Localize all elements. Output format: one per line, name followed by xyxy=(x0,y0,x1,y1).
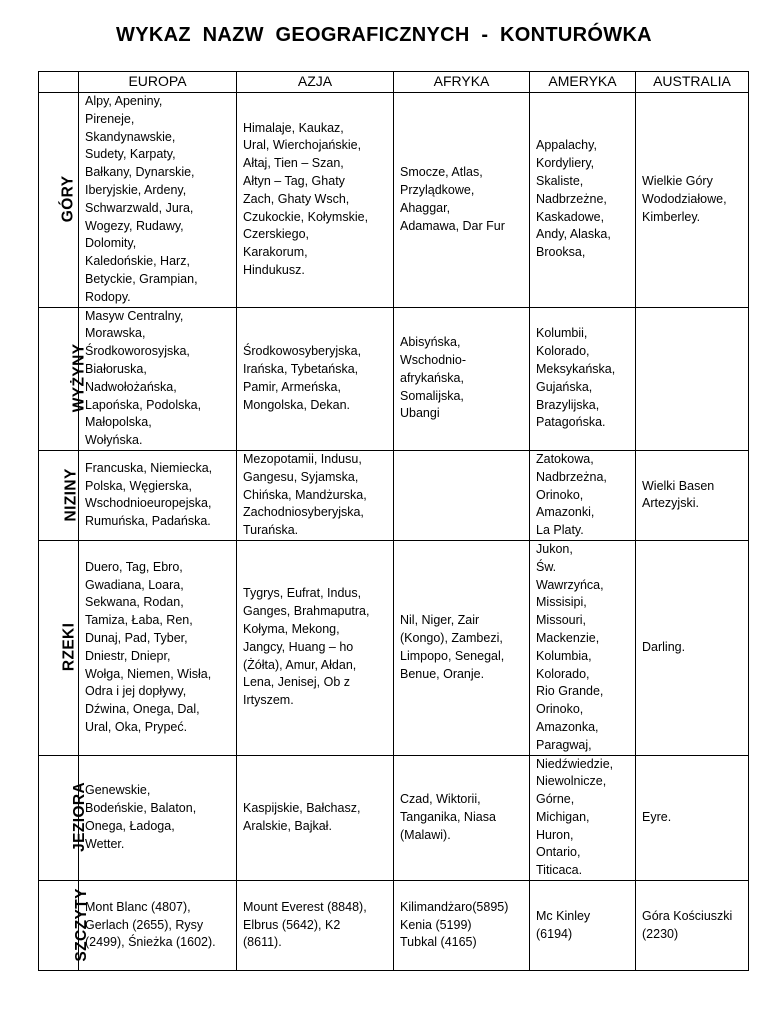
row-label: RZEKI xyxy=(60,622,78,672)
cell-text: Smocze, Atlas, Przylądkowe, Ahaggar, Adamawa, Dar Fur xyxy=(400,165,505,233)
column-header-australia: AUSTRALIA xyxy=(636,72,749,93)
header-row xyxy=(39,72,749,93)
table-row-niziny xyxy=(39,450,749,540)
cell-text: Mc Kinley (6194) xyxy=(536,908,591,941)
cell-text: Genewskie, Bodeńskie, Balaton, Onega, Ładoga, Wetter. xyxy=(85,783,197,851)
table-cell xyxy=(394,755,530,881)
cell-text: Kilimandżaro(5895) Kenia (5199) Tubkal (4165) xyxy=(400,899,509,950)
table-cell xyxy=(530,881,636,971)
row-label: JEZIORA xyxy=(71,782,89,853)
table-cell xyxy=(79,540,237,755)
cell-text: Środkowosyberyjska, Irańska, Tybetańska, Pamir, Armeńska, Mongolska, Dekan. xyxy=(243,344,362,412)
column-header-afryka: AFRYKA xyxy=(394,72,530,93)
table-cell xyxy=(636,755,749,881)
table-row-gory xyxy=(39,93,749,308)
column-header-azja: AZJA xyxy=(237,72,394,93)
table-cell xyxy=(530,93,636,308)
cell-text: Tygrys, Eufrat, Indus, Ganges, Brahmaputra, Kołyma, Mekong, Jangcy, Huang – ho (Żółta), Amur, Ałdan, Lena, Jenisej, Ob z Irtyszem. xyxy=(243,586,370,708)
table-cell xyxy=(636,93,749,308)
row-header-wyzyny xyxy=(39,307,88,450)
cell-text: Duero, Tag, Ebro, Gwadiana, Loara, Sekwana, Rodan, Tamiza, Łaba, Ren, Dunaj, Pad, Tyber, Dniestr, Dniepr, Wołga, Niemen, Wisła, Odra i jej dopływy, Dźwina, Onega, Dal, Ural, Oka, Prypeć. xyxy=(85,559,212,734)
row-header-rzeki xyxy=(39,540,79,755)
table-cell xyxy=(530,307,636,450)
cell-text: Mont Blanc (4807), Gerlach (2655), Rysy (2499), Śnieżka (1602). xyxy=(85,899,216,950)
table-cell xyxy=(79,307,237,450)
table-cell xyxy=(394,93,530,308)
table-row-wyzyny xyxy=(39,307,749,450)
row-header-niziny xyxy=(39,450,79,540)
table-row-jeziora xyxy=(39,755,749,881)
cell-text: Himalaje, Kaukaz, Ural, Wierchojańskie, Ałtaj, Tien – Szan, Ałtyn – Tag, Ghaty Zach, Ghaty Wsch, Czukockie, Kołymskie, Czerskiego, Karakorum, Hindukusz. xyxy=(243,120,369,278)
table-cell xyxy=(79,450,237,540)
column-header-europa: EUROPA xyxy=(79,72,237,93)
table-cell xyxy=(79,93,237,308)
page-title: WYKAZ NAZW GEOGRAFICZNYCH - KONTURÓWKA xyxy=(116,24,652,46)
table-cell xyxy=(237,540,394,755)
table-cell xyxy=(636,881,749,971)
cell-text: Mezopotamii, Indusu, Gangesu, Syjamska, Chińska, Mandżurska, Zachodniosyberyjska, Turańska. xyxy=(243,451,367,538)
table-cell xyxy=(237,755,394,881)
table-row-szczyty xyxy=(39,881,749,971)
table-cell xyxy=(237,450,394,540)
column-header-ameryka: AMERYKA xyxy=(530,72,636,93)
corner-cell xyxy=(39,72,79,93)
cell-text: Kaspijskie, Bałchasz, Aralskie, Bajkał. xyxy=(243,800,361,833)
table-cell xyxy=(636,540,749,755)
row-header-gory xyxy=(39,93,79,308)
cell-text: Nil, Niger, Zair (Kongo), Zambezi, Limpopo, Senegal, Benue, Oranje. xyxy=(400,613,505,681)
cell-text: Góra Kościuszki (2230) xyxy=(642,908,733,941)
table-cell xyxy=(636,307,749,450)
geography-table xyxy=(38,71,749,971)
table-cell xyxy=(530,450,636,540)
cell-text: Wielkie Góry Wododziałowe, Kimberley. xyxy=(642,174,727,224)
table-cell xyxy=(394,450,530,540)
cell-text: Abisyńska, Wschodnio- afrykańska, Somalijska, Ubangi xyxy=(400,335,466,421)
row-label: WYŻYNY xyxy=(70,343,88,413)
cell-text: Alpy, Apeniny, Pireneje, Skandynawskie, Sudety, Karpaty, Bałkany, Dynarskie, Iberyjskie, Ardeny, Schwarzwald, Jura, Wogezy, Rudawy, Dolomity, Kaledońskie, Harz, Betyckie, Grampian, Rodopy. xyxy=(85,94,198,304)
cell-text: Zatokowa, Nadbrzeżna, Orinoko, Amazonki, La Platy. xyxy=(536,451,607,538)
table-cell xyxy=(237,307,394,450)
table-cell xyxy=(79,755,237,881)
cell-text: Mount Everest (8848), Elbrus (5642), K2 (8611). xyxy=(243,899,367,950)
table-cell xyxy=(530,540,636,755)
cell-text: Masyw Centralny, Morawska, Środkoworosyjska, Białoruska, Nadwołożańska, Lapońska, Podolska, Małopolska, Wołyńska. xyxy=(85,308,202,448)
table-row-rzeki xyxy=(39,540,749,755)
row-label: GÓRY xyxy=(59,175,77,223)
table-cell xyxy=(530,755,636,881)
table-cell xyxy=(394,307,530,450)
table-cell xyxy=(636,450,749,540)
cell-text: Wielki Basen Artezyjski. xyxy=(642,478,715,511)
table-cell xyxy=(237,93,394,308)
table-cell xyxy=(79,881,237,971)
cell-text: Appalachy, Kordyliery, Skaliste, Nadbrzeżne, Kaskadowe, Andy, Alaska, Brooksa, xyxy=(536,138,611,260)
table-cell xyxy=(237,881,394,971)
row-label: SZCZYTY xyxy=(72,888,90,962)
cell-text: Francuska, Niemiecka, Polska, Węgierska, Wschodnioeuropejska, Rumuńska, Padańska. xyxy=(85,460,213,529)
cell-text: Niedźwiedzie, Niewolnicze, Górne, Michigan, Huron, Ontario, Titicaca. xyxy=(536,756,614,878)
row-label: NIZINY xyxy=(62,468,80,522)
cell-text: Darling. xyxy=(642,639,686,654)
cell-text: Czad, Wiktorii, Tanganika, Niasa (Malawi). xyxy=(400,792,496,842)
row-header-jeziora xyxy=(39,755,89,881)
row-header-szczyty xyxy=(39,881,90,971)
table-cell xyxy=(394,540,530,755)
table-cell xyxy=(394,881,530,971)
cell-text: Jukon, Św. Wawrzyńca, Missisipi, Missouri, Mackenzie, Kolumbia, Kolorado, Rio Grande, Orinoko, Amazonka, Paragwaj, xyxy=(536,541,604,752)
cell-text: Eyre. xyxy=(642,809,672,824)
cell-text: Kolumbii, Kolorado, Meksykańska, Gujańska, Brazylijska, Patagońska. xyxy=(536,326,616,430)
